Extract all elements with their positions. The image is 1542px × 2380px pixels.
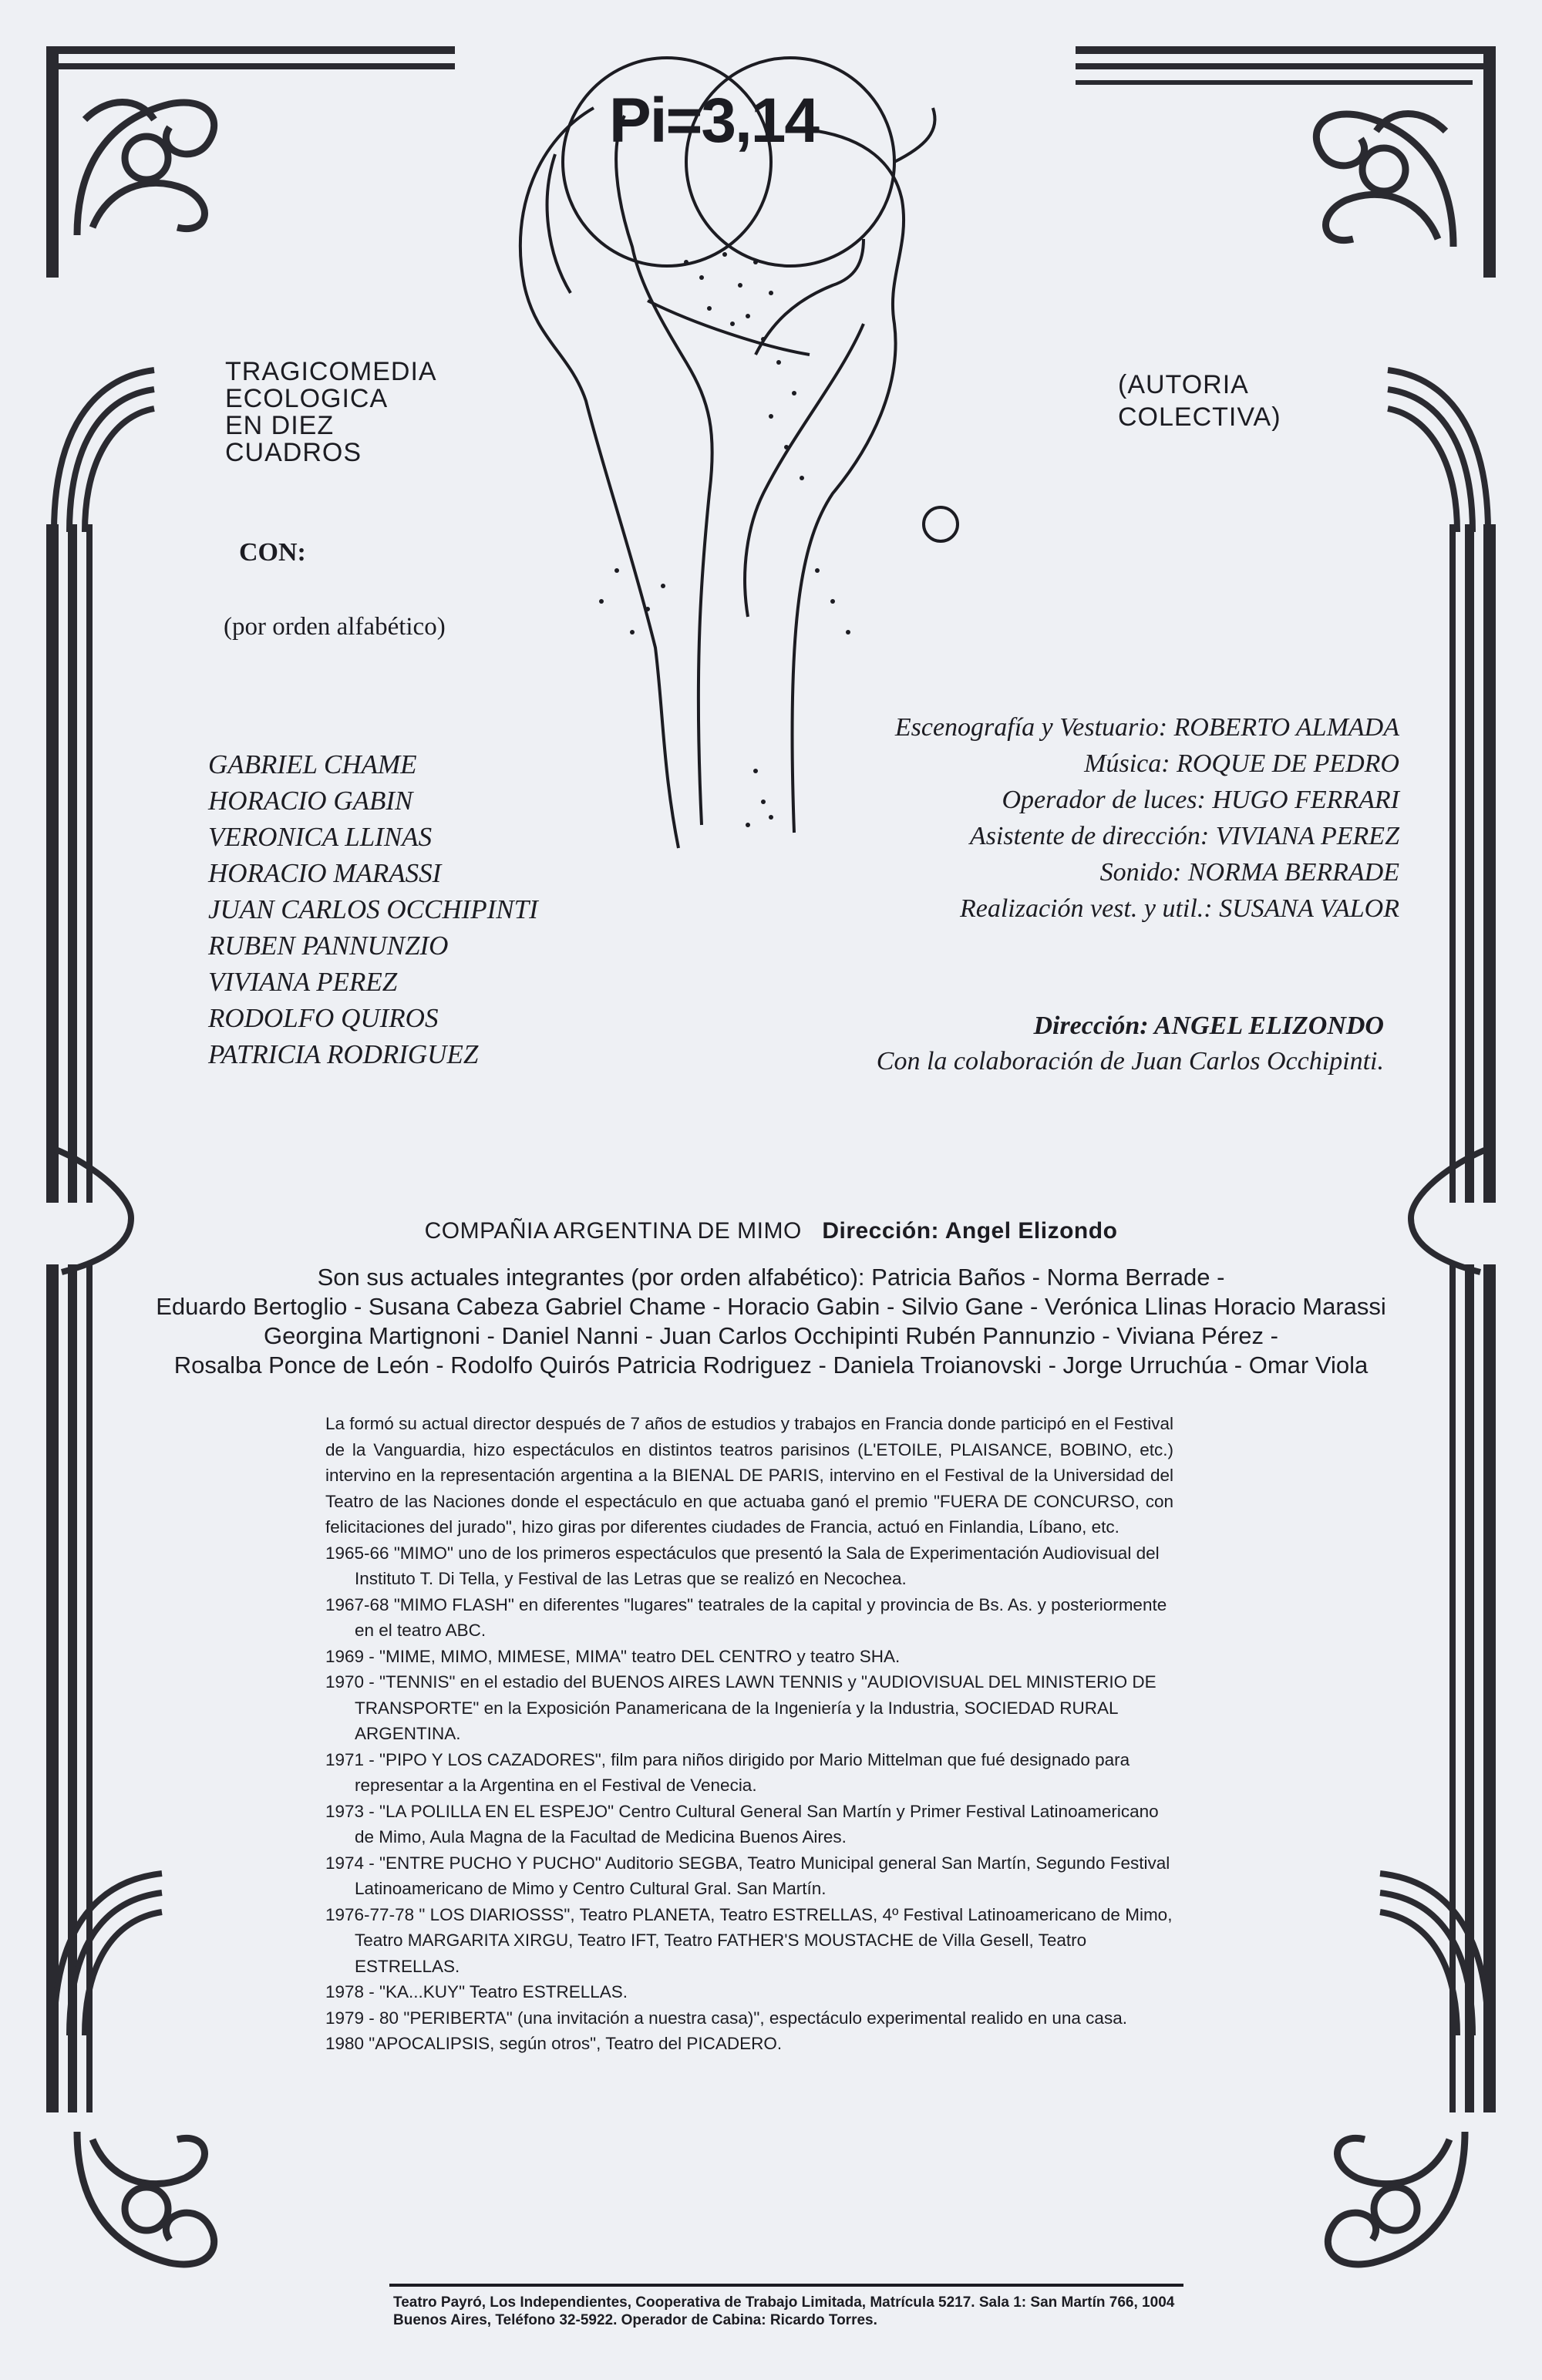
history-entry: 1965-66 "MIMO" uno de los primeros espectáculos que presentó la Sala de Experimentación Audiovisual del Instituto T. Di Tella, y Festival de las Letras que se realizó en Necochea. (325, 1543, 1160, 1588)
frame-line (68, 524, 77, 1203)
cast-list (208, 746, 538, 1072)
frame-line (1076, 63, 1484, 69)
frame-line (46, 524, 59, 1203)
frame-line (1465, 524, 1474, 1203)
direction-block (877, 1008, 1384, 1079)
company-history (325, 1411, 1173, 2057)
cast-member: VERONICA LLINAS (208, 822, 433, 852)
frame-line (1483, 524, 1496, 1203)
frame-line (86, 524, 93, 1203)
authorship-line: COLECTIVA) (1118, 402, 1281, 432)
corner-ornament-icon (1295, 2116, 1480, 2294)
cast-member: RUBEN PANNUNZIO (208, 931, 449, 961)
members-line: Son sus actuales integrantes (por orden alfabético): Patricia Baños - Norma Berrade - (317, 1264, 1225, 1291)
history-intro: La formó su actual director después de 7 años de estudios y trabajos en Francia donde participó en el Festival de la Vanguardia, hizo espectáculos en distintos teatros parisinos (L'ETOILE, PLAISANCE, BOBINO, etc.) intervino en la representación argentina a la BIENAL DE PARIS, intervino en el Festival de la Universidad del Teatro de las Naciones donde el espectáculo en que actuaba ganó el premio "FUERA DE CONCURSO, con felicitaciones del jurado", hizo giras por diferentes ciudades de Francia, actuó en Finlandia, Líbano, etc. (325, 1414, 1173, 1537)
side-scroll-ornament-icon (46, 1866, 170, 2043)
cast-member: RODOLFO QUIROS (208, 1003, 439, 1033)
credit-line: Música: ROQUE DE PEDRO (1084, 749, 1399, 778)
credit-line: Realización vest. y util.: SUSANA VALOR (959, 894, 1399, 923)
side-scroll-ornament-icon (46, 362, 162, 540)
history-entry: 1970 - "TENNIS" en el estadio del BUENOS AIRES LAWN TENNIS y "AUDIOVISUAL DEL MINISTERIO DE TRANSPORTE" en la Exposición Panamericana de la Ingeniería y la Industria, SOCIEDAD RURAL ARGENTINA. (325, 1672, 1156, 1743)
side-scroll-ornament-icon (1388, 1141, 1496, 1280)
side-scroll-ornament-icon (1372, 1866, 1496, 2043)
company-name: COMPAÑIA ARGENTINA DE MIMO (424, 1218, 802, 1244)
frame-line (58, 63, 455, 69)
side-scroll-ornament-icon (1380, 362, 1496, 540)
play-logo: Pi=3,14 (609, 86, 818, 156)
theater-footer: Teatro Payró, Los Independientes, Cooperativa de Trabajo Limitada, Matrícula 5217. Sala 1: San Martín 766, 1004 Buenos Aires, Teléfono 32-5922. Operador de Cabina: Ricardo Torres. (393, 2294, 1175, 2328)
corner-ornament-icon (62, 73, 239, 251)
history-entry: 1973 - "LA POLILLA EN EL ESPEJO" Centro Cultural General San Martín y Primer Festival Latinoamericano de Mimo, Aula Magna de la Facultad de Medicina Buenos Aires. (325, 1801, 1159, 1846)
cast-member: HORACIO GABIN (208, 786, 413, 816)
cast-member: HORACIO MARASSI (208, 858, 442, 888)
frame-line (1449, 524, 1456, 1203)
frame-line (1076, 46, 1496, 54)
cast-member: PATRICIA RODRIGUEZ (208, 1039, 479, 1069)
cast-member: GABRIEL CHAME (208, 749, 417, 779)
members-line: Rosalba Ponce de León - Rodolfo Quirós Patricia Rodriguez - Daniela Troianovski - Jorge Urruchúa - Omar Viola (173, 1352, 1369, 1379)
history-entry: 1967-68 "MIMO FLASH" en diferentes "lugares" teatrales de la capital y provincia de Bs. As. y posteriormente en el teatro ABC. (325, 1594, 1167, 1640)
members-block (0, 1263, 1542, 1380)
members-line: Georgina Martignoni - Daniel Nanni - Juan Carlos Occhipinti Rubén Pannunzio - Viviana Pérez - (264, 1322, 1278, 1349)
history-entry: 1980 "APOCALIPSIS, según otros", Teatro del PICADERO. (325, 2034, 783, 2053)
cast-member: JUAN CARLOS OCCHIPINTI (208, 894, 538, 924)
collaboration-credit: Con la colaboración de Juan Carlos Occhipinti. (876, 1047, 1384, 1076)
side-scroll-ornament-icon (46, 1141, 154, 1280)
history-entry: 1974 - "ENTRE PUCHO Y PUCHO" Auditorio SEGBA, Teatro Municipal general San Martín, Segundo Festival Latinoamericano de Mimo y Centro Cultural Gral. San Martín. (325, 1853, 1170, 1898)
genre-block (225, 359, 437, 466)
credit-line: Operador de luces: HUGO FERRARI (1002, 786, 1399, 814)
genre-line: CUADROS (225, 438, 362, 467)
order-note: (por orden alfabético) (224, 613, 446, 641)
history-entry: 1971 - "PIPO Y LOS CAZADORES", film para niños dirigido por Mario Mittelman que fué designado para representar a la Argentina en el Festival de Venecia. (325, 1749, 1130, 1795)
credit-line: Escenografía y Vestuario: ROBERTO ALMADA (894, 713, 1399, 742)
company-heading (0, 1218, 1542, 1244)
genre-line: TRAGICOMEDIA (225, 357, 437, 386)
company-director: Dirección: Angel Elizondo (822, 1218, 1118, 1244)
frame-line (46, 46, 59, 278)
con-label: CON: (239, 538, 306, 567)
footer-rule (389, 2284, 1183, 2287)
credit-line: Asistente de dirección: VIVIANA PEREZ (969, 822, 1399, 850)
genre-line: EN DIEZ (225, 411, 335, 440)
authorship-block (1118, 369, 1281, 433)
credits-list (895, 709, 1399, 927)
history-entry: 1976-77-78 " LOS DIARIOSSS", Teatro PLANETA, Teatro ESTRELLAS, 4º Festival Latinoamericano de Mimo, Teatro MARGARITA XIRGU, Teatro IFT, Teatro FATHER'S MOUSTACHE de Villa Gesell, Teatro ESTRELLAS. (325, 1904, 1173, 1976)
genre-line: ECOLOGICA (225, 384, 389, 413)
corner-ornament-icon (62, 2116, 247, 2294)
cast-member: VIVIANA PEREZ (208, 967, 398, 997)
corner-ornament-icon (1284, 85, 1469, 262)
authorship-line: (AUTORIA (1118, 370, 1249, 399)
direction-credit: Dirección: ANGEL ELIZONDO (1033, 1012, 1384, 1040)
members-line: Eduardo Bertoglio - Susana Cabeza Gabriel Chame - Horacio Gabin - Silvio Gane - Verónica Llinas Horacio Marassi (156, 1293, 1386, 1320)
history-entry: 1978 - "KA...KUY" Teatro ESTRELLAS. (325, 1982, 628, 2001)
history-entry: 1969 - "MIME, MIMO, MIMESE, MIMA" teatro DEL CENTRO y teatro SHA. (325, 1646, 901, 1666)
credit-line: Sonido: NORMA BERRADE (1099, 858, 1399, 887)
history-entry: 1979 - 80 "PERIBERTA" (una invitación a nuestra casa)", espectáculo experimental realido en una casa. (325, 2008, 1127, 2028)
frame-line (1483, 46, 1496, 278)
frame-line (46, 46, 455, 54)
